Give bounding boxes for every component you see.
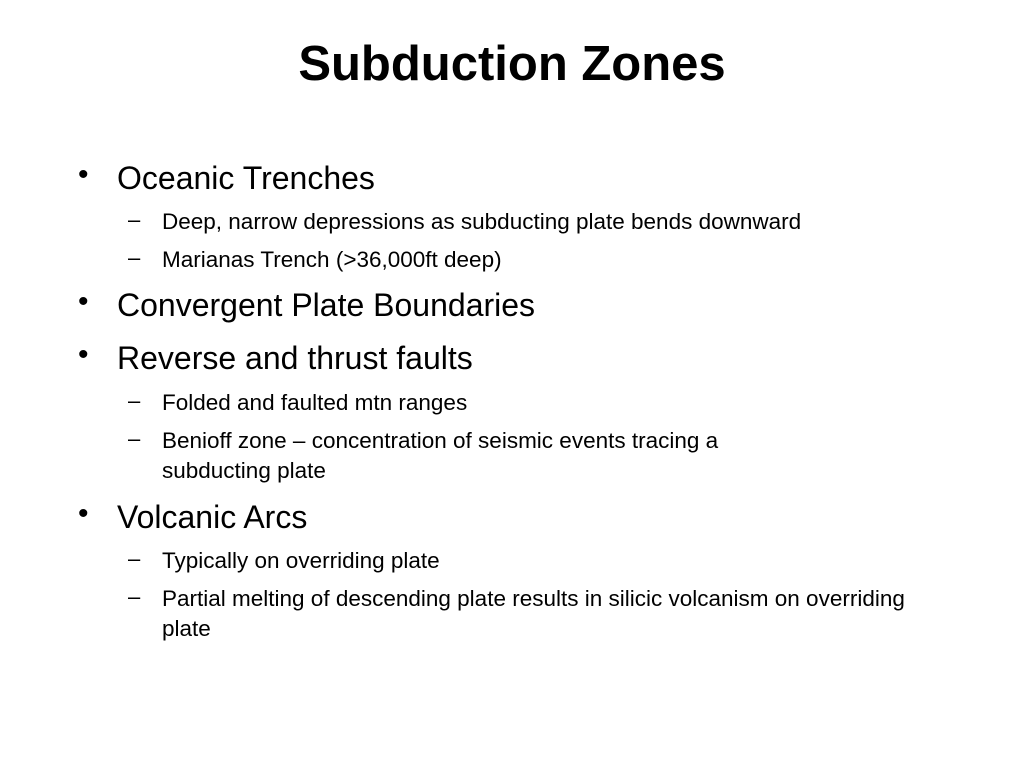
sub-bullet-text: Partial melting of descending plate results in silicic volcanism on overriding plate: [162, 586, 905, 641]
dash-marker: –: [128, 207, 141, 232]
sub-bullet-text: Marianas Trench (>36,000ft deep): [162, 247, 502, 272]
dash-marker: –: [128, 584, 141, 609]
dash-marker: –: [128, 546, 141, 571]
bullet-marker: •: [78, 158, 89, 191]
bullet-marker: •: [78, 338, 89, 371]
bullet-text: Reverse and thrust faults: [117, 340, 473, 376]
bullet-text: Convergent Plate Boundaries: [117, 287, 536, 323]
dash-marker: –: [128, 245, 141, 270]
dash-marker: –: [128, 388, 141, 413]
bullet-text: Volcanic Arcs: [117, 499, 308, 535]
sub-bullet-text: Folded and faulted mtn ranges: [162, 390, 468, 415]
sub-bullet-text: Typically on overriding plate: [162, 548, 440, 573]
sub-bullet-text: Deep, narrow depressions as subducting plate bends downward: [162, 209, 802, 234]
slide-title: Subduction Zones: [298, 37, 726, 91]
bullet-marker: •: [78, 497, 89, 530]
sub-bullet-text: Benioff zone – concentration of seismic events tracing a subducting plate: [162, 428, 719, 483]
bullet-marker: •: [78, 285, 89, 318]
bullet-text: Oceanic Trenches: [117, 160, 375, 196]
dash-marker: –: [128, 426, 141, 451]
